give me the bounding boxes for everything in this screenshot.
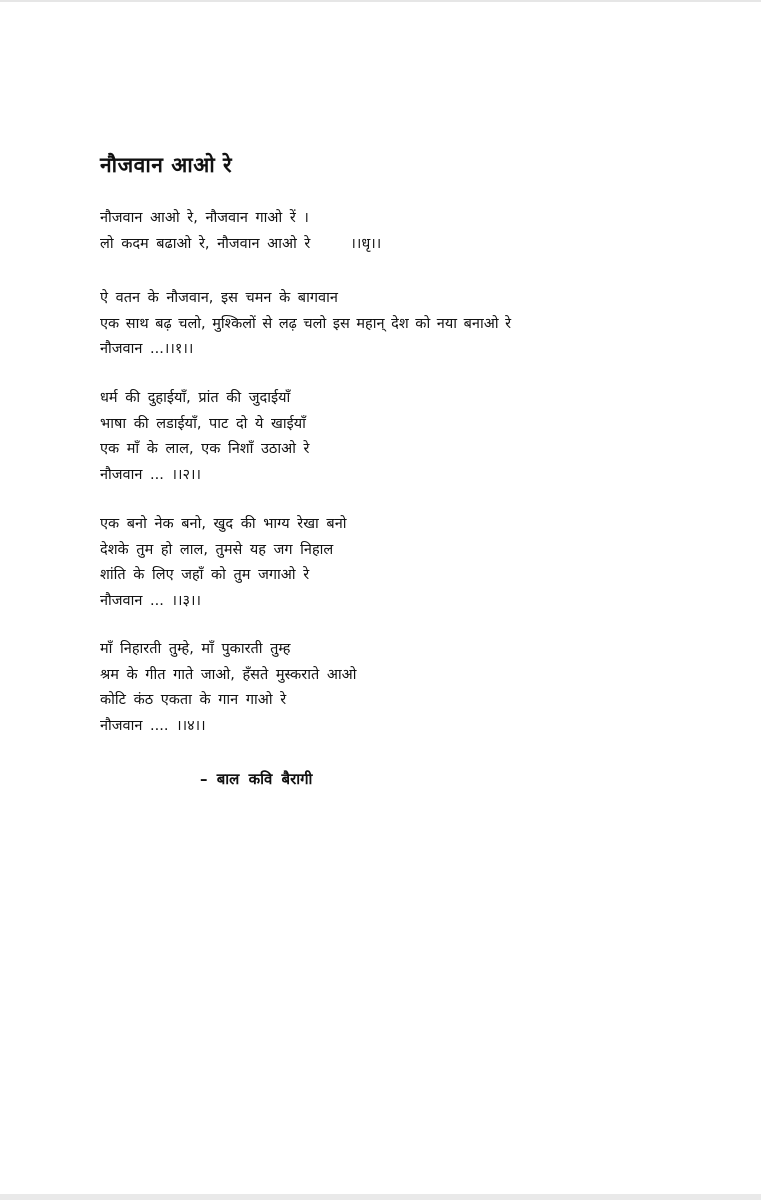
stanza-4-line-4: नौजवान .... ।।४।। (100, 717, 206, 734)
stanza-3-line-4: नौजवान ... ।।३।। (100, 592, 201, 609)
stanza-4-line-2: श्रम के गीत गाते जाओ, हँसते मुस्कराते आओ (100, 666, 357, 683)
stanza-1-line-3: नौजवान ...।।१।। (100, 341, 194, 357)
stanza-3 (100, 512, 347, 614)
page-bottom-edge (0, 1194, 761, 1200)
poem-title: नौजवान आओ रे (100, 153, 233, 177)
page-top-edge (0, 0, 761, 2)
stanza-3-line-2: देशके तुम हो लाल, तुमसे यह जग निहाल (100, 541, 334, 558)
stanza-3-line-3: शांति के लिए जहाँ को तुम जगाओ रे (100, 567, 310, 583)
chorus-stanza (100, 206, 381, 257)
stanza-2-line-1: धर्म की दुहाईयाँ, प्रांत की जुदाईयाँ (100, 390, 291, 406)
stanza-2-line-2: भाषा की लडाईयाँ, पाट दो ये खाईयाँ (100, 415, 306, 432)
stanza-4-line-3: कोटि कंठ एकता के गान गाओ रे (100, 692, 287, 708)
stanza-2 (100, 386, 309, 488)
stanza-2-line-3: एक माँ के लाल, एक निशाँ उठाओ रे (100, 441, 310, 457)
chorus-line-2-text: लो कदम बढाओ रे, नौजवान आओ रे (100, 235, 311, 252)
chorus-line-1: नौजवान आओ रे, नौजवान गाओ रें । (100, 210, 309, 226)
chorus-line-2 (100, 232, 381, 258)
stanza-1-line-1: ऐ वतन के नौजवान, इस चमन के बागवान (100, 290, 338, 306)
refrain-marker: ।।धृ।। (350, 235, 382, 252)
stanza-1 (100, 286, 511, 363)
stanza-4 (100, 637, 356, 739)
stanza-4-line-1: माँ निहारती तुम्हे, माँ पुकारती तुम्ह (100, 641, 291, 657)
stanza-3-line-1: एक बनो नेक बनो, खुद की भाग्य रेखा बनो (100, 516, 347, 532)
stanza-2-line-4: नौजवान ... ।।२।। (100, 466, 201, 483)
author-signature: – बाल कवि बैरागी (200, 770, 313, 788)
stanza-1-line-2: एक साथ बढ़ चलो, मुश्किलों से लढ़ चलो इस महान् देश को नया बनाओ रे (100, 315, 512, 332)
